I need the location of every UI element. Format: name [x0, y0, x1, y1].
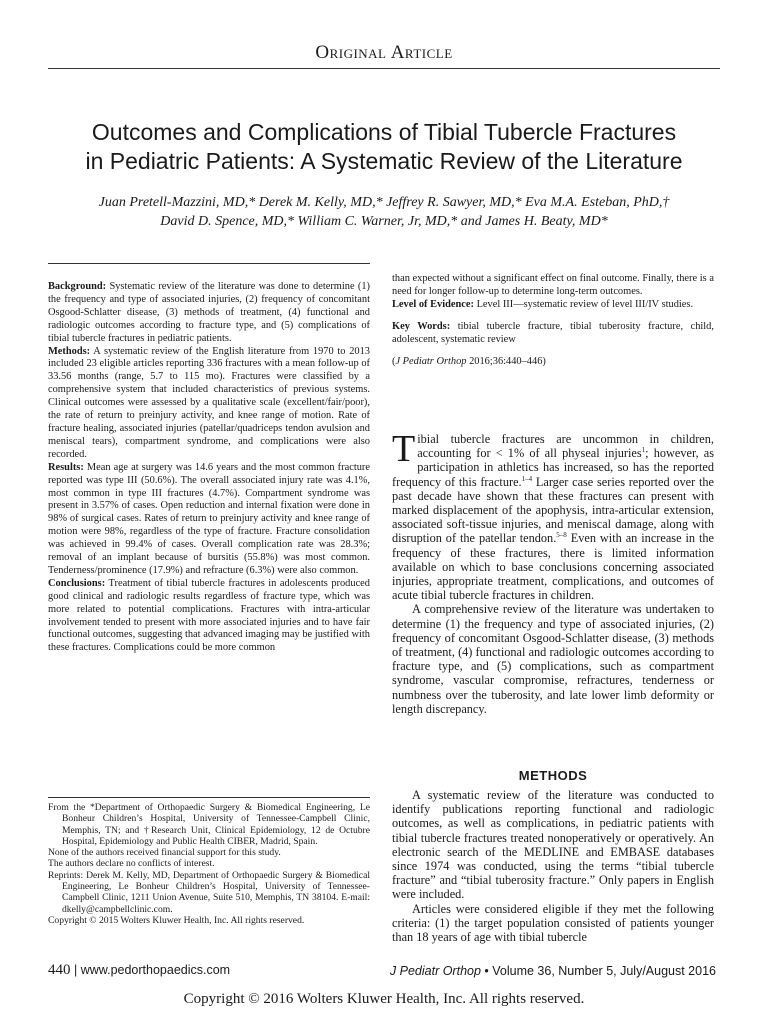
title-line-1: Outcomes and Complications of Tibial Tubercle Fractures [91, 119, 677, 145]
header-rule [48, 68, 720, 69]
footer-left: 440 | www.pedorthopaedics.com [48, 962, 231, 978]
footnote-funding: None of the authors received financial support for this study. [48, 847, 281, 859]
author-list [48, 193, 720, 231]
introduction [392, 428, 714, 716]
title-line-2: in Pediatric Patients: A Systematic Review of the Literature [85, 148, 683, 174]
footer-right: J Pediatr Orthop • Volume 36, Number 5, July/August 2016 [389, 964, 716, 978]
abstract-continued: than expected without a significant effect on final outcome. Finally, there is a need for longer follow-up to determine long-term outcomes. [392, 273, 714, 297]
footer-issue: Volume 36, Number 5, July/August 2016 [492, 964, 716, 978]
authors-line-1: Juan Pretell-Mazzini, MD,* Derek M. Kelly, MD,* Jeffrey R. Sawyer, MD,* Eva M.A. Esteban, PhD,† [98, 195, 670, 210]
background-label: Background: [48, 281, 107, 292]
keywords-label: Key Words: [392, 320, 451, 332]
level-text: Level III—systematic review of level III/IV studies. [476, 298, 694, 310]
abstract-right-column [392, 273, 714, 368]
intro-text-b: ; however, as participation in athletics has increased, so has the reported frequency of this fracture. [392, 446, 714, 489]
methods-text: A systematic review of the English literature from 1970 to 2013 included 23 eligible articles reporting 336 fractures with a mean follow-up of 33.56 months (range, 5.7 to 115 mo). Fractures were classified by a comprehensive system that included characteristics of previous systems. Clinical outcomes were assessed by a qualitative scale (excellent/fair/poor), the rate of return to preinjury activity, and knee range of motion. Rate of fracture healing, associated injuries (patellar/quadriceps tendon avulsion and meniscal tears), compartment syndrome, and complications were also recorded. [48, 345, 370, 460]
key-words [392, 321, 714, 347]
citation-rest: 2016;36:440–446) [469, 355, 546, 367]
ref-sup: 1–4 [521, 474, 533, 483]
intro-paragraph-2: A comprehensive review of the literature was undertaken to determine (1) the frequency and type of associated injuries, (2) frequency of concomitant Osgood-Schlatter disease, (3) methods of treatment, (4) functional and radiologic outcomes according to fracture type, and (5) complications, such as compartment syndrome, vascular compromise, refractures, tenderness or numbness over the tuberosity, and late lower limb deformity or length discrepancy. [392, 602, 714, 716]
ref-sup: 1 [641, 446, 646, 455]
conclusions-label: Conclusions: [48, 577, 106, 589]
section-label: Original Article [315, 42, 453, 63]
website-link[interactable]: www.pedorthopaedics.com [80, 963, 231, 977]
page-copyright: Copyright © 2016 Wolters Kluwer Health, Inc. All rights reserved. [183, 991, 585, 1007]
methods-section [392, 788, 714, 944]
level-of-evidence [392, 299, 714, 312]
results-text: Mean age at surgery was 14.6 years and the most common fracture reported was type III (50.6%). The overall associated injury rate was 4.1%, most common in type III fractures (4.7%). Compartment syndrome was present in 3.57% of cases. Open reduction and internal fixation were done in 98% of surgical cases. Rates of return to preinjury activity and knee range of motion were 98%, regardless of the type of fracture. Fracture consolidation was achieved in 99.4% of cases. Overall complication rate was 28.3%; removal of an implant because of bursitis (55.8%) was most common. Tenderness/prominence (17.9%) and refracture (6.3%) were also common. [48, 461, 370, 576]
methods-paragraph-2: Articles were considered eligible if they met the following criteria: (1) the target population consisted of patients younger than 18 years of age with tibial tubercle [392, 901, 714, 945]
citation-journal: J Pediatr Orthop [395, 355, 467, 367]
abstract-rule [48, 263, 370, 264]
methods-paragraph-1: A systematic review of the literature was conducted to identify publications reporting functional and radiologic outcomes, as well as complications, in pediatric patients with tibial tubercle fractures treated nonoperatively or operatively. An electronic search of the MEDLINE and EMBASE databases since 1974 was conducted, using the terms “tibial tubercle fracture” and “tibial tuberosity fracture.” Only papers in English were included. [392, 788, 714, 902]
footnote-reprints: Reprints: Derek M. Kelly, MD, Department of Orthopaedic Surgery & Biomedical Engineering, Le Bonheur Children’s Hospital, University of Tennessee-Campbell Clinic, 1211 Union Avenue, Suite 510, Memphis, TN 38104. E-mail: dkelly@campbellclinic.com. [48, 869, 370, 915]
intro-text-a: ibial tubercle fractures are uncommon in children, accounting for < 1% of all physeal injuries [417, 432, 714, 461]
ref-sup: 5–8 [556, 531, 567, 540]
intro-text-c: Larger case series reported over the past decade have shown that these fractures can present with marked displacement of the apophysis, intra-articular extension, associated soft-tissue injuries, and meniscal damage, along with disruption of the patellar tendon. [392, 474, 714, 546]
intro-text-d: Even with an increase in the frequency of these fractures, there is limited information available on which to base conclusions concerning associated injuries, appropriate treatment, complications, and outcomes of acute tibial tubercle fractures in children. [392, 531, 714, 603]
abstract-left-column [48, 281, 370, 655]
abstract-methods [48, 346, 370, 462]
keywords-text: tibial tubercle fracture, tibial tuberosity fracture, child, adolescent, systematic review [392, 320, 714, 345]
footnote-affiliation: From the *Department of Orthopaedic Surgery & Biomedical Engineering, Le Bonheur Children’s Hospital, University of Tennessee-Campbell Clinic, Memphis, TN; and †Research Unit, Clinical Epidemiology, 12 de Octubre Hospital, Epidemiology and Public Health CIBER, Madrid, Spain. [48, 802, 370, 847]
page-number: 440 [48, 962, 71, 978]
methods-heading: METHODS [518, 768, 588, 783]
citation: (J Pediatr Orthop 2016;36:440–446) [392, 355, 546, 367]
conclusions-text: Treatment of tibial tubercle fractures in adolescents produced good clinical and radiologic results regardless of fracture type, which was more related to potential complications. Fractures with intra-articular involvement tended to present with more associated injuries and to have fair functional outcomes, suggesting that advanced imaging may be justified with these fractures. Complications could be more common [48, 577, 370, 654]
footnote-copyright: Copyright © 2015 Wolters Kluwer Health, Inc. All rights reserved. [48, 914, 305, 926]
abstract-conclusions [48, 578, 370, 655]
footer-journal: J Pediatr Orthop [389, 964, 481, 978]
abstract-background [48, 281, 370, 346]
drop-cap: T [392, 428, 416, 470]
authors-line-2: David D. Spence, MD,* William C. Warner, Jr, MD,* and James H. Beaty, MD* [160, 214, 608, 229]
intro-paragraph-1 [392, 428, 714, 603]
background-text: Systematic review of the literature was done to determine (1) the frequency and type of associated injuries, (2) frequency of concomitant Osgood-Schlatter disease, (3) methods of treatment, (4) functional and radiologic outcomes according to fracture type, and (5) complications of tibial tubercle fractures in pediatric patients. [48, 281, 370, 344]
footnote-conflicts: The authors declare no conflicts of interest. [48, 858, 215, 870]
article-title [48, 118, 720, 176]
results-label: Results: [48, 461, 84, 473]
footnote-rule [48, 797, 370, 798]
methods-label: Methods: [48, 345, 91, 357]
footnotes [48, 802, 370, 926]
level-label: Level of Evidence: [392, 298, 474, 310]
abstract-results [48, 462, 370, 578]
